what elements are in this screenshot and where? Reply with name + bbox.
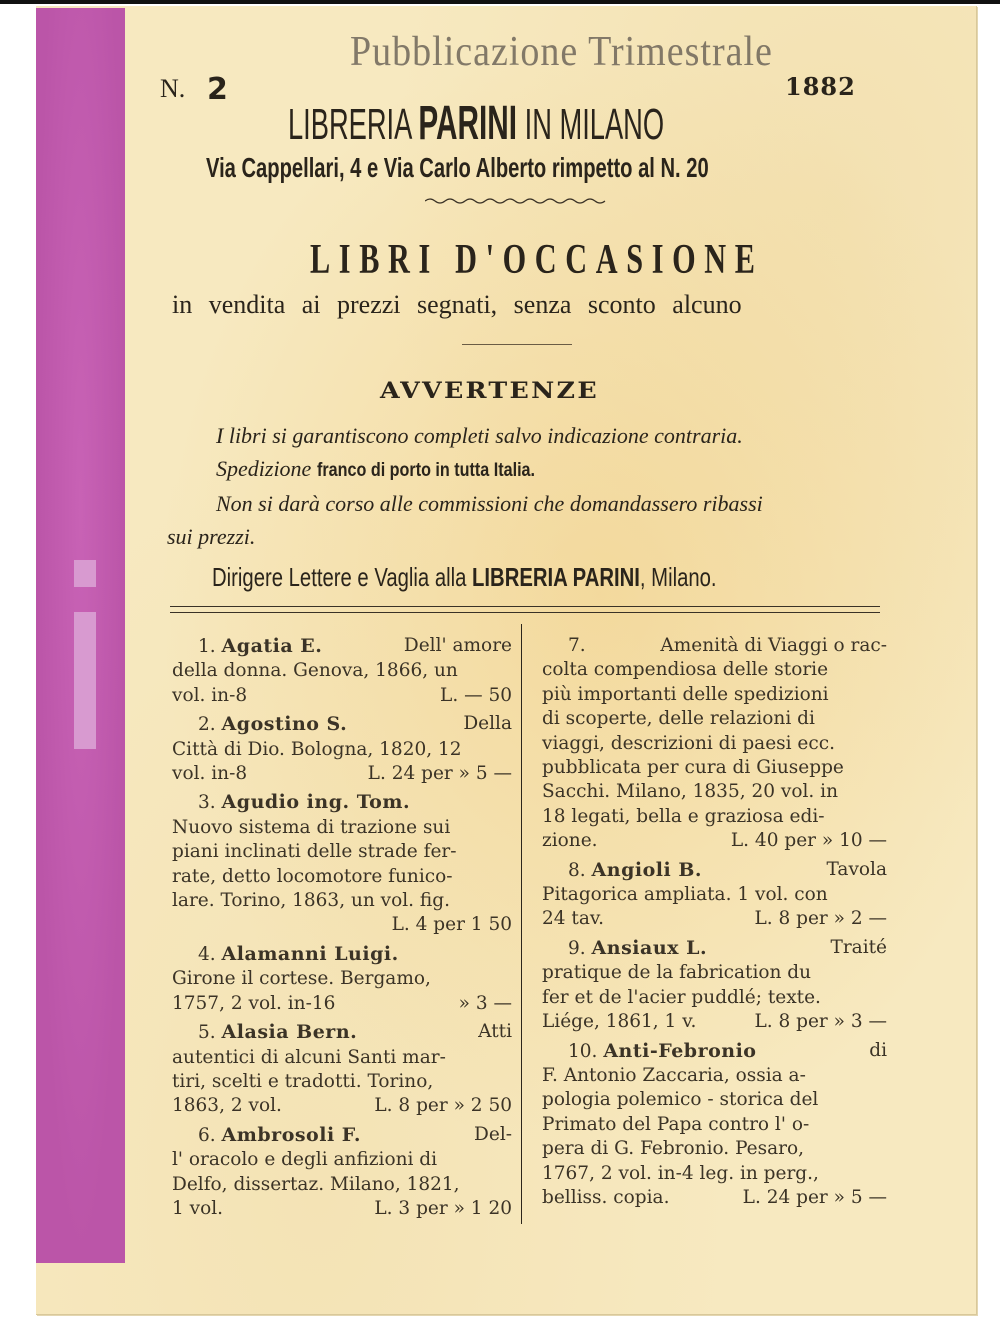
notice-line-2-italic: Spedizione [216, 456, 317, 481]
entry-text-line [542, 1113, 887, 1137]
catalog-subtitle: in vendita ai prezzi segnati, senza sconto alcuno [172, 290, 742, 319]
entry-author: Angioli B. [591, 858, 703, 881]
entry-price-line [172, 913, 512, 937]
issue-number-label: N. [160, 74, 186, 103]
double-rule-divider [170, 606, 880, 613]
entry-number: 9. [568, 937, 586, 959]
contact-pre: Dirigere Lettere e Vaglia alla [212, 562, 473, 592]
entry-price-line [542, 1186, 887, 1210]
entry-text: fer et de l'acier puddlé; texte. [542, 986, 821, 1008]
entry-text: autentici di alcuni Santi mar- [172, 1046, 446, 1068]
entry-text-line [172, 816, 512, 840]
entry-author: Alamanni Luigi. [221, 942, 399, 965]
contact-post: , Milano. [639, 562, 717, 592]
scan-top-edge [0, 0, 1000, 4]
entry-first-line [172, 1123, 512, 1148]
entry-text: pologia polemico - storica del [542, 1089, 819, 1111]
entry-first-line [542, 936, 887, 961]
catalog-entry [172, 1123, 512, 1222]
entry-text: 18 legati, bella e graziosa edi- [542, 805, 825, 827]
entry-text: viaggi, descrizioni di paesi ecc. [542, 732, 835, 754]
notice-line-2-upright: franco di porto in tutta Italia. [316, 460, 535, 481]
entry-heading [198, 712, 347, 737]
entry-author: Ambrosoli F. [221, 1123, 361, 1146]
entry-text: tiri, scelti e tradotti. Torino, [172, 1070, 434, 1092]
entry-text-line [172, 889, 512, 913]
contact-instructions [212, 562, 717, 593]
entry-text-line [542, 732, 887, 756]
entry-text-line [172, 1148, 512, 1172]
entry-price-line [172, 762, 512, 786]
catalog-column-left [172, 634, 512, 1225]
entry-author: Anti-Febronio [603, 1039, 757, 1062]
store-name: PARINI [418, 97, 518, 150]
column-divider [521, 624, 522, 1224]
entry-first-line [172, 942, 512, 967]
issue-number: 2 [207, 72, 228, 107]
entry-price-line [542, 907, 887, 931]
entry-text-line [542, 1162, 887, 1186]
entry-text: di scoperte, delle relazioni di [542, 708, 815, 730]
entry-first-line [542, 634, 887, 658]
entry-price: » 3 — [458, 992, 512, 1014]
entry-text: Città di Dio. Bologna, 1820, 12 [172, 738, 462, 760]
entry-text: Tavola [826, 858, 887, 880]
store-suffix: IN MILANO [517, 100, 665, 149]
publication-stamp: Pubblicazione Trimestrale [350, 28, 773, 76]
entry-text-line [542, 707, 887, 731]
catalog-entry [172, 712, 512, 786]
entry-heading [198, 942, 399, 967]
watermark-i-stem-icon [74, 612, 96, 749]
entry-text-line [172, 865, 512, 889]
entry-text-line [172, 659, 512, 683]
entry-heading [568, 858, 702, 883]
entry-price: L. 4 per 1 50 [391, 914, 512, 936]
entry-price-line [172, 684, 512, 708]
catalog-entry [172, 942, 512, 1016]
entry-format: Liége, 1861, 1 v. [542, 1011, 697, 1033]
notices-heading: AVVERTENZE [380, 378, 599, 404]
entry-price: L. 8 per » 2 — [754, 908, 887, 930]
entry-format: 24 tav. [542, 908, 605, 930]
entry-text: Nuovo sistema di trazione sui [172, 816, 451, 838]
entry-text-line [172, 840, 512, 864]
entry-text-line [172, 1046, 512, 1070]
entry-text: rate, detto locomotore funico- [172, 865, 453, 887]
entry-text: lare. Torino, 1863, un vol. fig. [172, 890, 450, 912]
entry-text: della donna. Genova, 1866, un [172, 660, 458, 682]
entry-heading [198, 634, 322, 659]
entry-text: di [869, 1039, 887, 1061]
entry-author: Alasia Bern. [221, 1021, 358, 1044]
entry-price-line [542, 829, 887, 853]
entry-heading [198, 1020, 357, 1045]
bookstore-title [288, 96, 664, 151]
entry-first-line [172, 634, 512, 659]
entry-text: l' oracolo e degli anfizioni di [172, 1149, 438, 1171]
entry-number: 2. [198, 714, 216, 736]
entry-text: Pitagorica ampliata. 1 vol. con [542, 884, 828, 906]
entry-price-line [172, 992, 512, 1016]
catalog-entry [542, 634, 887, 854]
divider-short [462, 344, 572, 345]
entry-text-line [542, 1088, 887, 1112]
entry-heading [568, 1039, 756, 1064]
catalog-title: LIBRI D'OCCASIONE [310, 237, 764, 283]
entry-number: 10. [568, 1040, 598, 1062]
entry-text: Girone il cortese. Bergamo, [172, 968, 431, 990]
catalog-entry [542, 936, 887, 1035]
entry-text-line [542, 1064, 887, 1088]
entry-text: pubblicata per cura di Giuseppe [542, 757, 844, 779]
entry-heading [568, 634, 586, 658]
entry-price-line [542, 1010, 887, 1034]
entry-text: pratique de la fabrication du [542, 962, 812, 984]
entry-text: più importanti delle spedizioni [542, 683, 829, 705]
notice-line-3: Non si darà corso alle commissioni che domandassero ribassi [216, 491, 763, 516]
entry-text-line [542, 961, 887, 985]
entry-text-line [542, 756, 887, 780]
entry-format: vol. in-8 [172, 763, 248, 785]
notice-line-4: sui prezzi. [167, 524, 256, 549]
entry-text: Primato del Papa contro l' o- [542, 1113, 810, 1135]
watermark-i-dot-icon [74, 560, 96, 587]
entry-text: piani inclinati delle strade fer- [172, 841, 457, 863]
entry-heading [198, 790, 410, 815]
entry-price: L. 3 per » 1 20 [374, 1197, 512, 1219]
entry-text: Traité [830, 936, 887, 958]
entry-price-line [172, 1197, 512, 1221]
entry-first-line [172, 712, 512, 737]
entry-text: Sacchi. Milano, 1835, 20 vol. in [542, 781, 838, 803]
entry-text: Atti [478, 1021, 512, 1043]
entry-first-line [542, 1039, 887, 1064]
entry-price: L. 8 per » 2 50 [374, 1095, 512, 1117]
entry-text-line [542, 1137, 887, 1161]
entry-number: 3. [198, 792, 216, 814]
entry-number: 6. [198, 1124, 216, 1146]
wavy-ornament-icon [425, 196, 610, 206]
entry-format: 1863, 2 vol. [172, 1095, 282, 1117]
entry-text-line [172, 967, 512, 991]
entry-author: Agostino S. [221, 713, 348, 736]
catalog-column-right [542, 634, 887, 1214]
entry-text: Del- [474, 1123, 512, 1145]
entry-text: F. Antonio Zaccaria, ossia a- [542, 1064, 806, 1086]
entry-heading [568, 936, 707, 961]
catalog-entry [172, 634, 512, 708]
entry-price: L. — 50 [440, 684, 512, 706]
notice-line-1: I libri si garantiscono completi salvo indicazione contraria. [216, 423, 743, 448]
entry-text-line [542, 986, 887, 1010]
notice-line-2 [216, 456, 573, 482]
entry-price-line [172, 1094, 512, 1118]
catalog-entry [172, 790, 512, 937]
contact-store: LIBRERIA PARINI [472, 562, 640, 592]
entry-text-line [172, 1070, 512, 1094]
entry-text-line [172, 1173, 512, 1197]
entry-first-line [172, 1020, 512, 1045]
entry-first-line [542, 858, 887, 883]
catalog-entry [542, 858, 887, 932]
entry-text: pera di G. Febronio. Pesaro, [542, 1138, 805, 1160]
store-prefix: LIBRERIA [288, 100, 419, 149]
entry-format: 1 vol. [172, 1197, 224, 1219]
entry-format: 1757, 2 vol. in-16 [172, 992, 336, 1014]
entry-text: Della [463, 713, 512, 735]
entry-number: 8. [568, 859, 586, 881]
entry-heading [198, 1123, 361, 1148]
entry-text: colta compendiosa delle storie [542, 659, 829, 681]
entry-text-line [542, 883, 887, 907]
entry-number: 7. [568, 635, 586, 656]
entry-text-line [542, 780, 887, 804]
entry-price: L. 8 per » 3 — [754, 1011, 887, 1033]
store-address: Via Cappellari, 4 e Via Carlo Alberto rimpetto al N. 20 [206, 152, 709, 183]
entry-text: Delfo, dissertaz. Milano, 1821, [172, 1173, 460, 1195]
entry-text: 1767, 2 vol. in-4 leg. in perg., [542, 1162, 819, 1184]
entry-number: 5. [198, 1022, 216, 1044]
entry-author: Agudio ing. Tom. [221, 791, 411, 814]
entry-author: Agatia E. [221, 635, 323, 657]
catalog-entry [542, 1039, 887, 1211]
entry-number: 1. [198, 636, 216, 657]
entry-format: zione. [542, 830, 598, 852]
entry-text-line [542, 683, 887, 707]
entry-text-line [172, 738, 512, 762]
entry-price: L. 40 per » 10 — [730, 830, 887, 852]
catalog-entry [172, 1020, 512, 1119]
magenta-binding-strip [36, 8, 125, 1263]
entry-first-line [172, 790, 512, 815]
entry-price: L. 24 per » 5 — [367, 763, 512, 785]
entry-text-line [542, 658, 887, 682]
entry-text: Amenità di Viaggi o rac- [660, 635, 887, 656]
entry-format: vol. in-8 [172, 684, 248, 706]
entry-text-line [542, 805, 887, 829]
entry-price: L. 24 per » 5 — [742, 1186, 887, 1208]
entry-number: 4. [198, 943, 216, 965]
entry-author: Ansiaux L. [591, 936, 708, 959]
issue-year: 1882 [785, 72, 856, 101]
entry-text: Dell' amore [403, 635, 512, 656]
entry-format: belliss. copia. [542, 1186, 670, 1208]
